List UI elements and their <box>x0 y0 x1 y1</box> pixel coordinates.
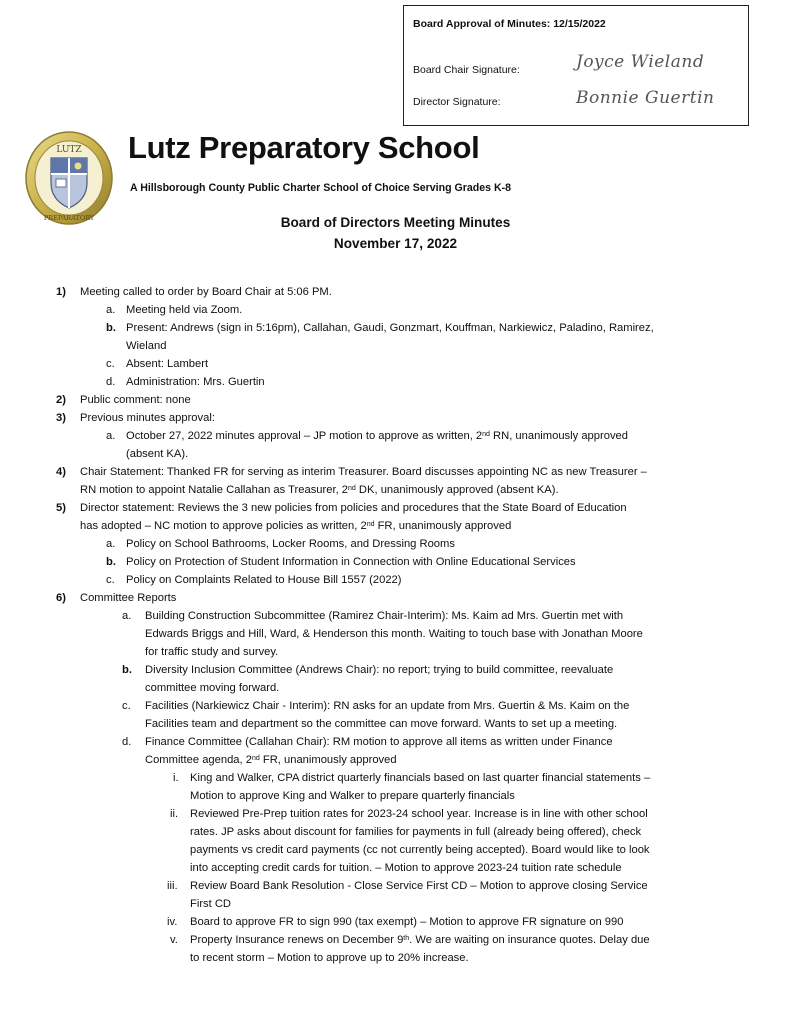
item-3a-text: October 27, 2022 minutes approval – JP motion to approve as written, 2nd RN, unanimously approved <box>126 430 628 442</box>
finance-item-3-text-cont: First CD <box>190 898 232 910</box>
sub-marker: c. <box>106 574 115 586</box>
item-6c-text: Facilities (Narkiewicz Chair - Interim): RN asks for an update from Mrs. Guertin & Ms. Kaim on the <box>145 700 630 712</box>
item-6d-text: Finance Committee (Callahan Chair): RM motion to approve all items as written under Finance <box>145 736 613 748</box>
logo-top-text: LUTZ <box>56 145 82 155</box>
sub-marker: b. <box>122 664 132 676</box>
item-6a-text-cont: for traffic study and survey. <box>145 646 279 658</box>
item-1d-text: Administration: Mrs. Guertin <box>126 376 265 388</box>
school-logo-crest <box>22 128 116 228</box>
item-5-text: Director statement: Reviews the 3 new policies from policies and procedures that the State Board of Education <box>80 502 627 514</box>
item-1b-text-cont: Wieland <box>126 340 167 352</box>
school-tagline: A Hillsborough County Public Charter School of Choice Serving Grades K-8 <box>130 182 512 194</box>
roman-marker: ii. <box>170 808 179 820</box>
roman-marker: i. <box>173 772 179 784</box>
finance-item-3-text: Review Board Bank Resolution - Close Service First CD – Motion to approve closing Service <box>190 880 648 892</box>
item-number: 5) <box>56 502 66 514</box>
item-4-text-cont: RN motion to appoint Natalie Callahan as Treasurer, 2nd DK, unanimously approved (absent KA). <box>80 484 559 496</box>
item-6b-text: Diversity Inclusion Committee (Andrews Chair): no report; trying to build committee, reevaluate <box>145 664 614 676</box>
sub-marker: a. <box>122 610 132 622</box>
sub-marker: d. <box>122 736 132 748</box>
finance-item-4-text: Board to approve FR to sign 990 (tax exempt) – Motion to approve FR signature on 990 <box>190 916 624 928</box>
approval-box <box>403 5 749 126</box>
finance-item-2-text: Reviewed Pre-Prep tuition rates for 2023-24 school year. Increase is in line with other school <box>190 808 648 820</box>
sub-marker: b. <box>106 556 116 568</box>
item-5c-text: Policy on Complaints Related to House Bill 1557 (2022) <box>126 574 402 586</box>
sub-marker: c. <box>106 358 115 370</box>
finance-item-2-text-cont: into accepting credit cards for tuition. – Motion to approve 2023-24 tuition rate schedule <box>190 862 622 874</box>
sub-marker: a. <box>106 430 116 442</box>
item-1-text: Meeting called to order by Board Chair at 5:06 PM. <box>80 286 332 298</box>
item-6b-text-cont: committee moving forward. <box>145 682 280 694</box>
school-name: Lutz Preparatory School <box>128 130 480 165</box>
item-4-text: Chair Statement: Thanked FR for serving as interim Treasurer. Board discusses appointing NC as new Treasurer – <box>80 466 647 478</box>
item-3-text: Previous minutes approval: <box>80 412 215 424</box>
sub-marker: d. <box>106 376 116 388</box>
finance-item-2-text-cont: payments vs credit card payments (cc not currently being accepted). Board would like to look <box>190 844 650 856</box>
roman-marker: iii. <box>167 880 178 892</box>
item-3a-text-cont: (absent KA). <box>126 448 189 460</box>
item-5b-text: Policy on Protection of Student Information in Connection with Online Educational Services <box>126 556 576 568</box>
item-number: 6) <box>56 592 66 604</box>
sub-marker: a. <box>106 538 116 550</box>
director-signature-label: Director Signature: <box>413 96 501 108</box>
item-1c-text: Absent: Lambert <box>126 358 209 370</box>
item-number: 1) <box>56 286 66 298</box>
item-number: 2) <box>56 394 66 406</box>
item-5a-text: Policy on School Bathrooms, Locker Rooms, and Dressing Rooms <box>126 538 455 550</box>
item-number: 4) <box>56 466 66 478</box>
director-signature: Bonnie Guertin <box>576 88 715 108</box>
chair-signature-label: Board Chair Signature: <box>413 64 520 76</box>
item-6a-text: Building Construction Subcommittee (Ramirez Chair-Interim): Ms. Kaim ad Mrs. Guertin met with <box>145 610 624 622</box>
item-6d-text-cont: Committee agenda, 2nd FR, unanimously approved <box>145 754 397 766</box>
finance-item-1-text-cont: Motion to approve King and Walker to prepare quarterly financials <box>190 790 515 802</box>
logo-bottom-text: PREPARATORY <box>43 214 95 222</box>
sub-marker: c. <box>122 700 131 712</box>
roman-marker: iv. <box>167 916 178 928</box>
item-6a-text-cont: Edwards Briggs and Hill, Ward, & Henderson this month. Waiting to touch base with Jonathan Moore <box>145 628 643 640</box>
item-number: 3) <box>56 412 66 424</box>
meeting-date: November 17, 2022 <box>333 236 458 251</box>
finance-item-5-text-cont: to recent storm – Motion to approve up to 20% increase. <box>190 952 469 964</box>
item-6c-text-cont: Facilities team and department so the committee can move forward. Wants to set up a meeting. <box>145 718 618 730</box>
item-5-text-cont: has adopted – NC motion to approve policies as written, 2nd FR, unanimously approved <box>80 520 512 532</box>
chair-signature: Joyce Wieland <box>576 52 705 72</box>
item-6-text: Committee Reports <box>80 592 177 604</box>
sub-marker: b. <box>106 322 116 334</box>
document-title: Board of Directors Meeting Minutes <box>280 215 511 230</box>
finance-item-5-text: Property Insurance renews on December 9th. We are waiting on insurance quotes. Delay due <box>190 934 650 946</box>
item-1a-text: Meeting held via Zoom. <box>126 304 243 316</box>
roman-marker: v. <box>170 934 178 946</box>
sub-marker: a. <box>106 304 116 316</box>
finance-item-2-text-cont: rates. JP asks about discount for families for payments in full (already being offered), check <box>190 826 642 838</box>
approval-title: Board Approval of Minutes: 12/15/2022 <box>413 18 606 30</box>
finance-item-1-text: King and Walker, CPA district quarterly financials based on last quarter financial statements – <box>190 772 651 784</box>
item-1b-text: Present: Andrews (sign in 5:16pm), Callahan, Gaudi, Gonzmart, Kouffman, Narkiewicz, Paladino, Ramirez, <box>126 322 654 334</box>
item-2-text: Public comment: none <box>80 394 191 406</box>
